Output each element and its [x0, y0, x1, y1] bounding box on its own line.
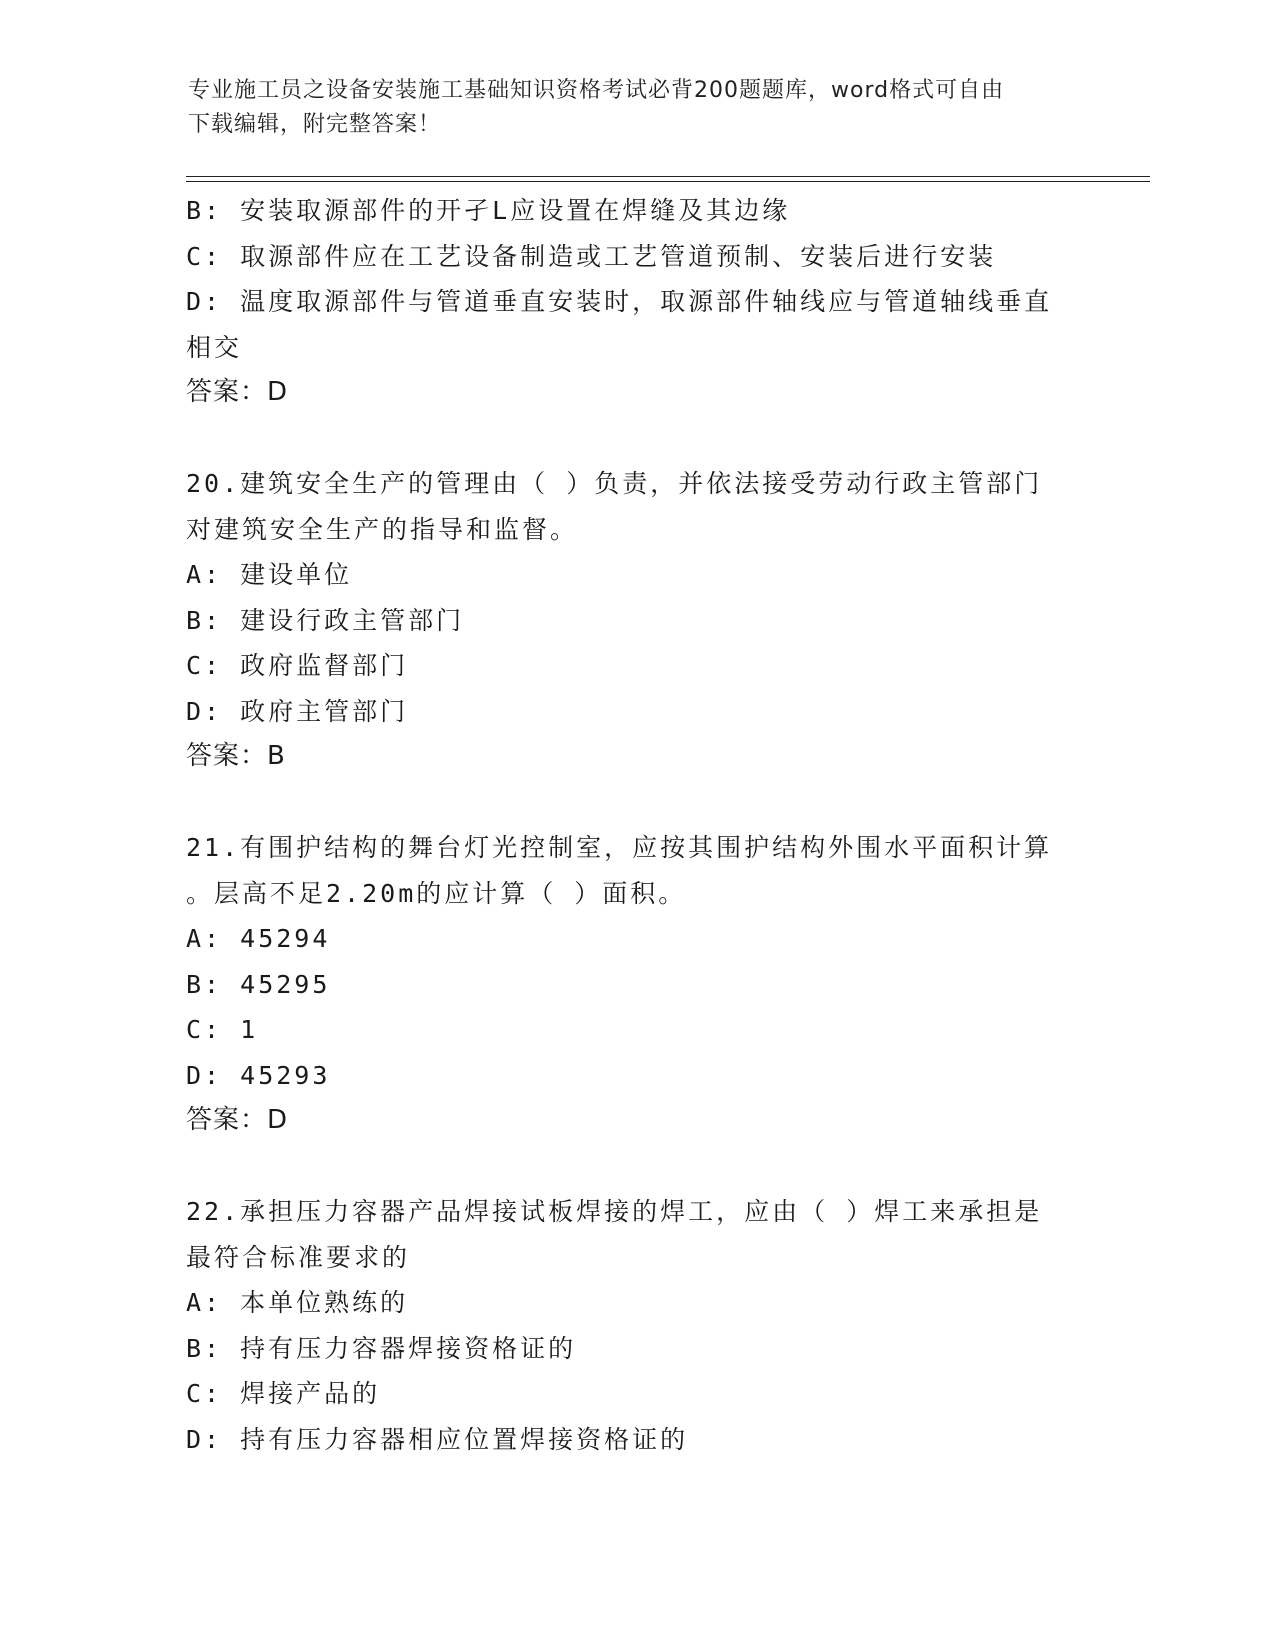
- header-title-line-2: 下载编辑，附完整答案！: [188, 112, 442, 137]
- option-c: C: 焊接产品的: [186, 1379, 381, 1408]
- question-block-21: [186, 825, 1086, 1144]
- question-stem-continued: 对建筑安全生产的指导和监督。: [186, 514, 579, 544]
- header-rule-bottom: [186, 181, 1150, 182]
- spacer: [186, 1144, 1086, 1190]
- question-stem: 20.建筑安全生产的管理由（ ）负责，并依法接受劳动行政主管部门: [186, 469, 1043, 498]
- header-title-line-1: 专业施工员之设备安装施工基础知识资格考试必背200题题库，word格式可自由: [188, 78, 1005, 103]
- question-stem-continued: 最符合标准要求的: [186, 1242, 411, 1272]
- option-c: C: 1: [186, 1015, 259, 1044]
- question-stem: 21.有围护结构的舞台灯光控制室，应按其围护结构外围水平面积计算: [186, 833, 1053, 862]
- option-a: A: 45294: [186, 924, 331, 953]
- option-b: B: 安装取源部件的开孑L应设置在焊缝及其边缘: [186, 196, 791, 225]
- question-stem: 22.承担压力容器产品焊接试板焊接的焊工，应由（ ）焊工来承担是: [186, 1197, 1043, 1226]
- option-a: A: 建设单位: [186, 560, 353, 589]
- option-a: A: 本单位熟练的: [186, 1288, 409, 1317]
- option-d: D: 持有压力容器相应位置焊接资格证的: [186, 1424, 689, 1454]
- document-header: [188, 74, 1068, 142]
- option-b: B: 持有压力容器焊接资格证的: [186, 1333, 577, 1363]
- answer-line: 答案：D: [186, 377, 289, 407]
- header-rule-top: [186, 176, 1150, 177]
- spacer: [186, 416, 1086, 462]
- option-b: B: 45295: [186, 969, 331, 999]
- option-c: C: 政府监督部门: [186, 651, 409, 680]
- question-block-20: [186, 461, 1086, 780]
- option-c: C: 取源部件应在工艺设备制造或工艺管道预制、安装后进行安装: [186, 241, 997, 271]
- option-d: D: 政府主管部门: [186, 696, 409, 726]
- answer-line: 答案：B: [186, 741, 286, 771]
- question-block-22: [186, 1189, 1086, 1462]
- option-d-continued: 相交: [186, 332, 243, 362]
- question-stem-continued: 。层高不足2.20m的应计算（ ）面积。: [186, 878, 687, 908]
- option-b: B: 建设行政主管部门: [186, 605, 465, 635]
- question-block-19: [186, 188, 1086, 416]
- option-d: D: 温度取源部件与管道垂直安装时，取源部件轴线应与管道轴线垂直: [186, 287, 1053, 316]
- answer-line: 答案：D: [186, 1105, 289, 1135]
- question-content: [186, 188, 1086, 1462]
- spacer: [186, 780, 1086, 826]
- option-d: D: 45293: [186, 1060, 331, 1090]
